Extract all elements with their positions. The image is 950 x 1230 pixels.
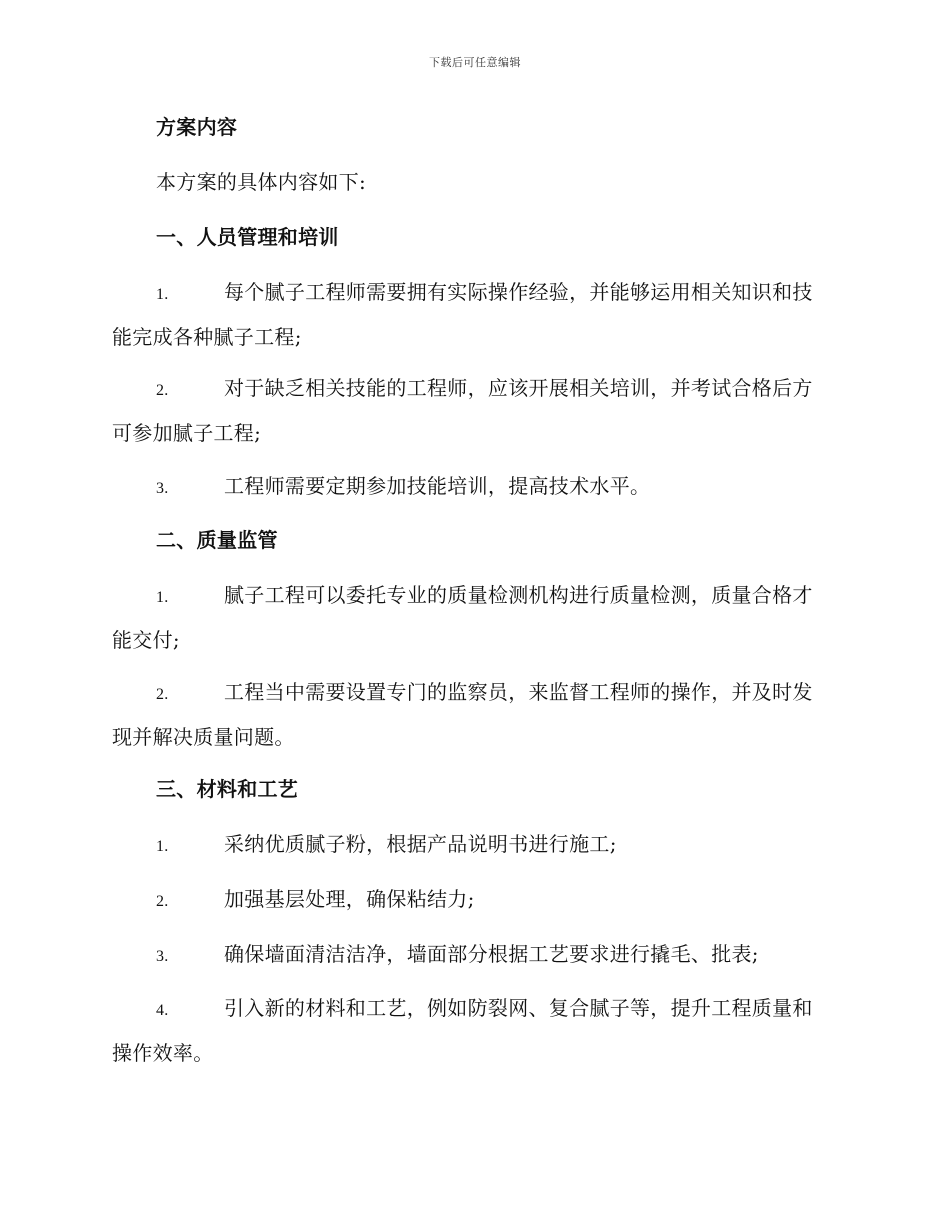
list-item <box>112 933 832 978</box>
intro-text: 本方案的具体内容如下: <box>156 170 367 194</box>
list-item <box>112 367 832 455</box>
list-item-number: 3. <box>156 480 169 497</box>
list-item-number: 1. <box>156 286 169 303</box>
list-item-number: 2. <box>156 686 169 703</box>
list-item-number: 2. <box>156 893 169 910</box>
section-heading-3: 三、材料和工艺 <box>156 777 299 801</box>
list-item-text: 采纳优质腻子粉，根据产品说明书进行施工; <box>224 832 617 856</box>
page-header: 下载后可任意编辑 <box>429 56 521 69</box>
list-item-number: 4. <box>156 1002 169 1019</box>
list-item-text: 确保墙面清洁洁净，墙面部分根据工艺要求进行撬毛、批表; <box>224 942 759 966</box>
list-item-text: 每个腻子工程师需要拥有实际操作经验，并能够运用相关知识和技能完成各种腻子工程; <box>112 280 813 349</box>
list-item-number: 1. <box>156 589 169 606</box>
list-item-number: 3. <box>156 948 169 965</box>
list-item <box>112 465 832 510</box>
section-heading-1: 一、人员管理和培训 <box>156 225 339 249</box>
list-item <box>112 878 832 923</box>
list-item <box>112 574 832 662</box>
list-item-text: 对于缺乏相关技能的工程师，应该开展相关培训，并考试合格后方可参加腻子工程; <box>112 376 813 445</box>
list-item-text: 腻子工程可以委托专业的质量检测机构进行质量检测，质量合格才能交付; <box>112 583 813 652</box>
list-item-number: 1. <box>156 838 169 855</box>
list-item <box>112 671 832 759</box>
list-item-text: 引入新的材料和工艺，例如防裂网、复合腻子等，提升工程质量和操作效率。 <box>112 996 813 1065</box>
list-item <box>112 987 832 1075</box>
list-item <box>112 823 832 868</box>
list-item-text: 加强基层处理，确保粘结力; <box>224 887 475 911</box>
list-item-text: 工程师需要定期参加技能培训，提高技术水平。 <box>224 474 651 498</box>
section-heading-2: 二、质量监管 <box>156 528 278 552</box>
list-item-text: 工程当中需要设置专门的监察员，来监督工程师的操作，并及时发现并解决质量问题。 <box>112 680 813 749</box>
document-title: 方案内容 <box>156 115 238 139</box>
list-item <box>112 271 832 359</box>
list-item-number: 2. <box>156 382 169 399</box>
